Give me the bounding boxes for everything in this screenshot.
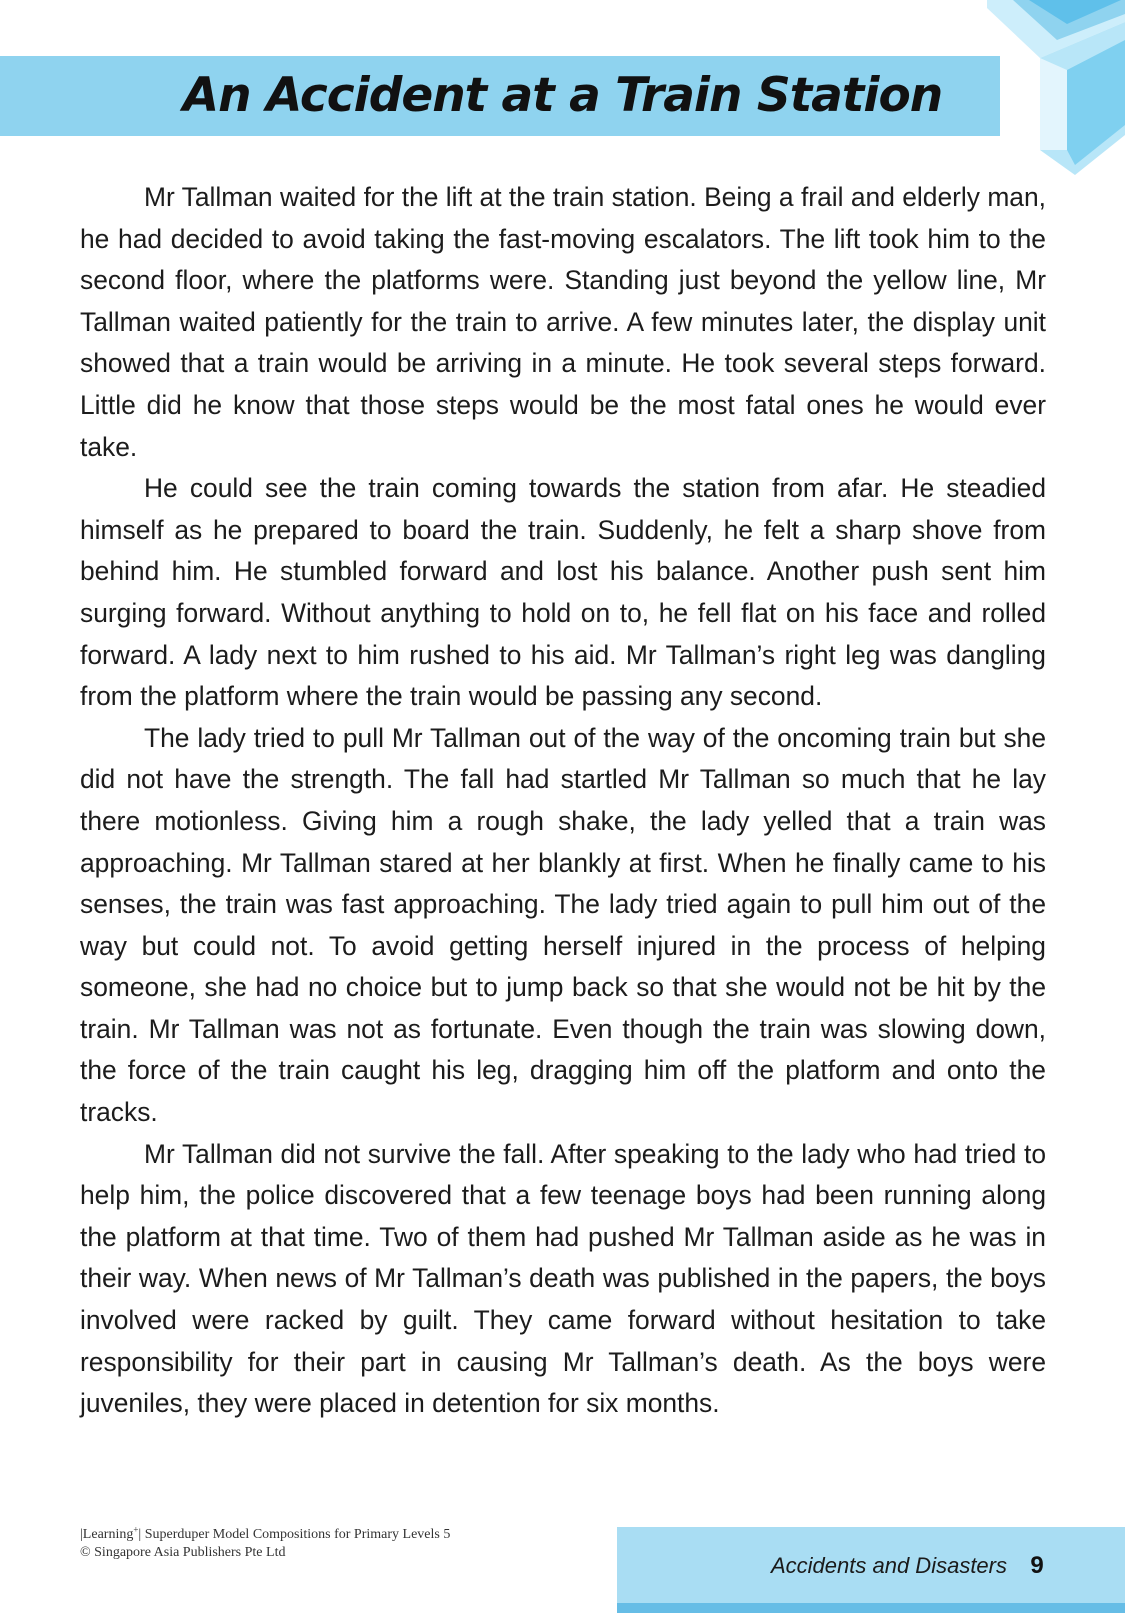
story-paragraph: Mr Tallman waited for the lift at the train station. Being a frail and elderly man, he had decided to avoid taking the fast-moving escalators. The lift took him to the second floor, where the platforms were. Standing just beyond the yellow line, Mr Tallman waited patiently for the train to arrive. A few minutes later, the display unit showed that a train would be arriving in a minute. He took several steps forward. Little did he know that those steps would be the most fatal ones he would ever take. (80, 182, 1046, 462)
corner-decoration-icon (925, 0, 1125, 175)
story-body (80, 177, 1046, 1425)
series-line (80, 1526, 450, 1544)
story-paragraph: He could see the train coming towards the station from afar. He steadied himself as he prepared to board the train. Suddenly, he felt a sharp shove from behind him. He stumbled forward and lost his balance. Another push sent him surging forward. Without anything to hold on to, he fell flat on his face and rolled forward. A lady next to him rushed to his aid. Mr Tallman’s right leg was dangling from the platform where the train would be passing any second. (80, 473, 1046, 712)
page-number: 9 (1030, 1552, 1044, 1579)
footer-band-accent (617, 1603, 1125, 1613)
page-title: An Accident at a Train Station (182, 68, 943, 123)
series-prefix: |Learning (80, 1527, 134, 1542)
story-paragraph: The lady tried to pull Mr Tallman out of the way of the oncoming train but she did not have the strength. The fall had startled Mr Tallman so much that he lay there motionless. Giving him a rough shake, the lady yelled that a train was approaching. Mr Tallman stared at her blankly at first. When he finally came to his senses, the train was fast approaching. The lady tried again to pull him out of the way but could not. To avoid getting herself injured in the process of helping someone, she had no choice but to jump back so that she would not be hit by the train. Mr Tallman was not as fortunate. Even though the train was slowing down, the force of the train caught his leg, dragging him off the platform and onto the tracks. (80, 722, 1046, 1128)
footer-credits (80, 1526, 450, 1562)
series-title: | Superduper Model Compositions for Primary Levels 5 (138, 1527, 451, 1542)
story-paragraph: Mr Tallman did not survive the fall. After speaking to the lady who had tried to help him, the police discovered that a few teenage boys had been running along the platform at that time. Two of them had pushed Mr Tallman aside as he was in their way. When news of Mr Tallman’s death was published in the papers, the boys involved were racked by guilt. They came forward without hesitation to take responsibility for their part in causing Mr Tallman’s death. As the boys were juveniles, they were placed in detention for six months. (80, 1138, 1046, 1419)
series-superscript: + (133, 1524, 139, 1535)
copyright-line: © Singapore Asia Publishers Pte Ltd (80, 1545, 286, 1560)
section-name: Accidents and Disasters (771, 1553, 1007, 1578)
